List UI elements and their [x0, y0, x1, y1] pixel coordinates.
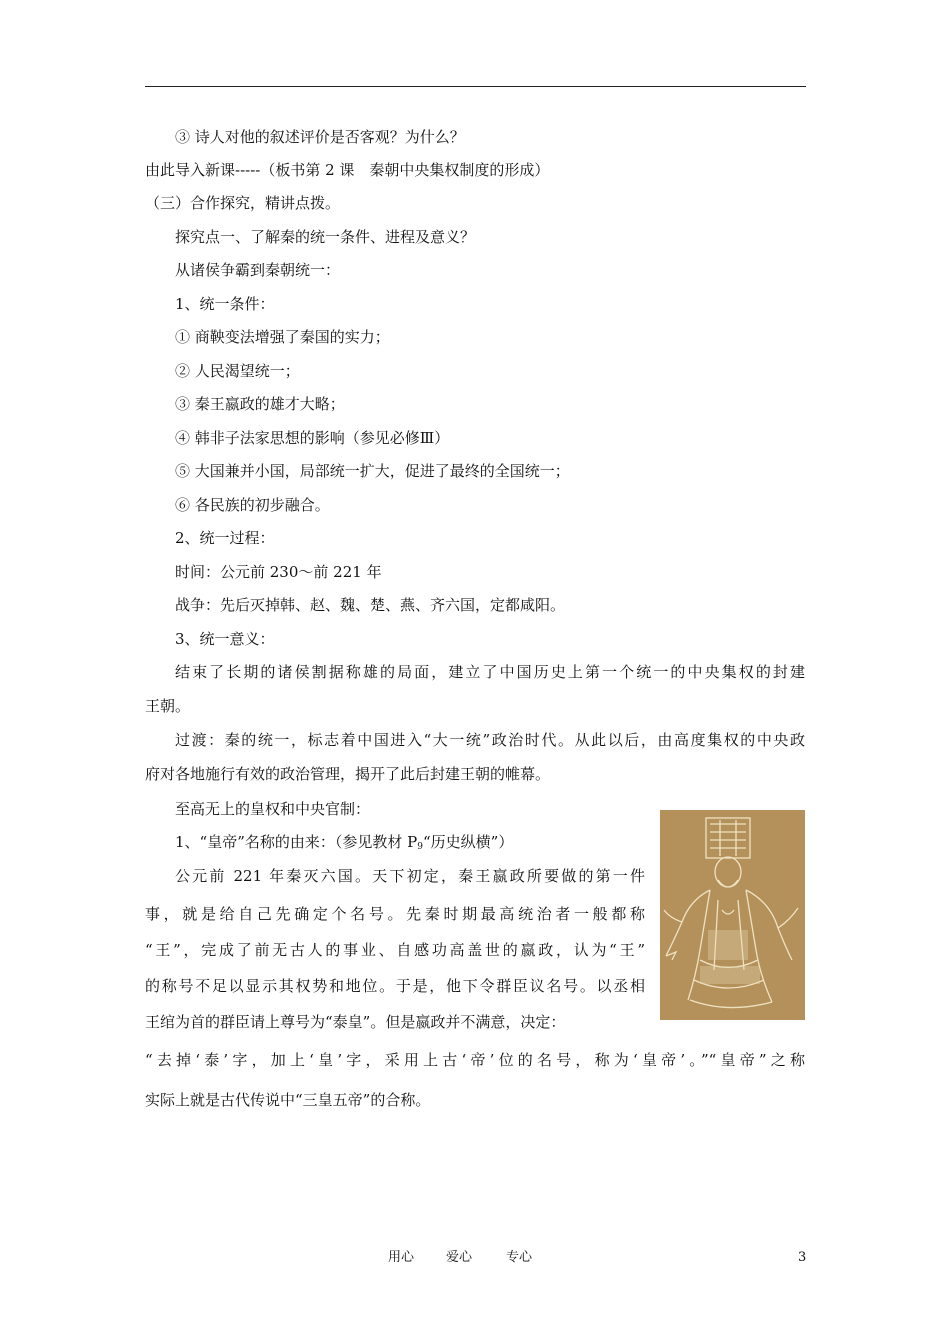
list-item: ⑥ 各民族的初步融合。 [175, 496, 330, 514]
page-number: 3 [798, 1250, 807, 1265]
list-item: ② 人民渴望统一； [175, 362, 300, 380]
text-segment: 1、“皇帝”名称的由来：（参见教材 P [175, 833, 418, 851]
footer-motto-2: 爱心 [446, 1250, 473, 1265]
text-line: 战争：先后灭掉韩、赵、魏、楚、燕、齐六国，定都咸阳。 [175, 596, 566, 614]
emperor-portrait-image [660, 810, 805, 1020]
text-line: 2、统一过程： [175, 529, 275, 547]
text-line: 结束了长期的诸侯割据称雄的局面，建立了中国历史上第一个统一的中央集权的封建 [175, 663, 805, 681]
text-segment: “历史纵横”） [422, 833, 514, 851]
text-line: 从诸侯争霸到秦朝统一： [175, 261, 341, 279]
text-line: 3、统一意义： [175, 630, 275, 648]
text-line: “去掉‘泰’字，加上‘皇’字，采用上古‘帝’位的名号，称为‘皇帝’。”“皇帝”之称 [145, 1051, 805, 1069]
text-line: 的称号不足以显示其权势和地位。于是，他下令群臣议名号。以丞相 [145, 977, 645, 995]
list-item: ⑤ 大国兼并小国，局部统一扩大，促进了最终的全国统一； [175, 462, 570, 480]
text-line: 事，就是给自己先确定个名号。先秦时期最高统治者一般都称 [145, 905, 645, 923]
text-line: 公元前 221 年秦灭六国。天下初定，秦王嬴政所要做的第一件 [175, 867, 645, 885]
text-line: ③ 诗人对他的叙述评价是否客观？为什么？ [175, 128, 465, 146]
text-line: 王绾为首的群臣请上尊号为“泰皇”。但是嬴政并不满意，决定： [145, 1013, 566, 1031]
text-line: 时间：公元前 230～前 221 年 [175, 563, 382, 581]
text-line: “王”，完成了前无古人的事业、自感功高盖世的嬴政，认为“王” [145, 941, 645, 959]
text-line: 过渡：秦的统一，标志着中国进入“大一统”政治时代。从此以后，由高度集权的中央政 [175, 731, 805, 749]
text-line [175, 832, 513, 857]
text-line: 王朝。 [145, 697, 191, 715]
list-item: ④ 韩非子法家思想的影响（参见必修Ⅲ） [175, 429, 450, 447]
text-line: 由此导入新课-----（板书第 2 课 秦朝中央集权制度的形成） [145, 161, 550, 179]
text-line: 实际上就是古代传说中“三皇五帝”的合称。 [145, 1091, 431, 1109]
text-line: 探究点一、了解秦的统一条件、进程及意义？ [175, 228, 476, 246]
page-ref-subscript: 9 [417, 842, 423, 852]
footer-motto-3: 专心 [506, 1250, 533, 1265]
footer-motto-1: 用心 [388, 1250, 415, 1265]
text-line: 1、统一条件： [175, 295, 275, 313]
list-item: ① 商鞅变法增强了秦国的实力； [175, 328, 390, 346]
list-item: ③ 秦王嬴政的雄才大略； [175, 395, 345, 413]
header-rule [145, 86, 806, 87]
text-line: 府对各地施行有效的政治管理，揭开了此后封建王朝的帷幕。 [145, 765, 551, 783]
text-line: 至高无上的皇权和中央官制： [175, 800, 371, 818]
section-heading: （三）合作探究，精讲点拨。 [145, 194, 341, 212]
